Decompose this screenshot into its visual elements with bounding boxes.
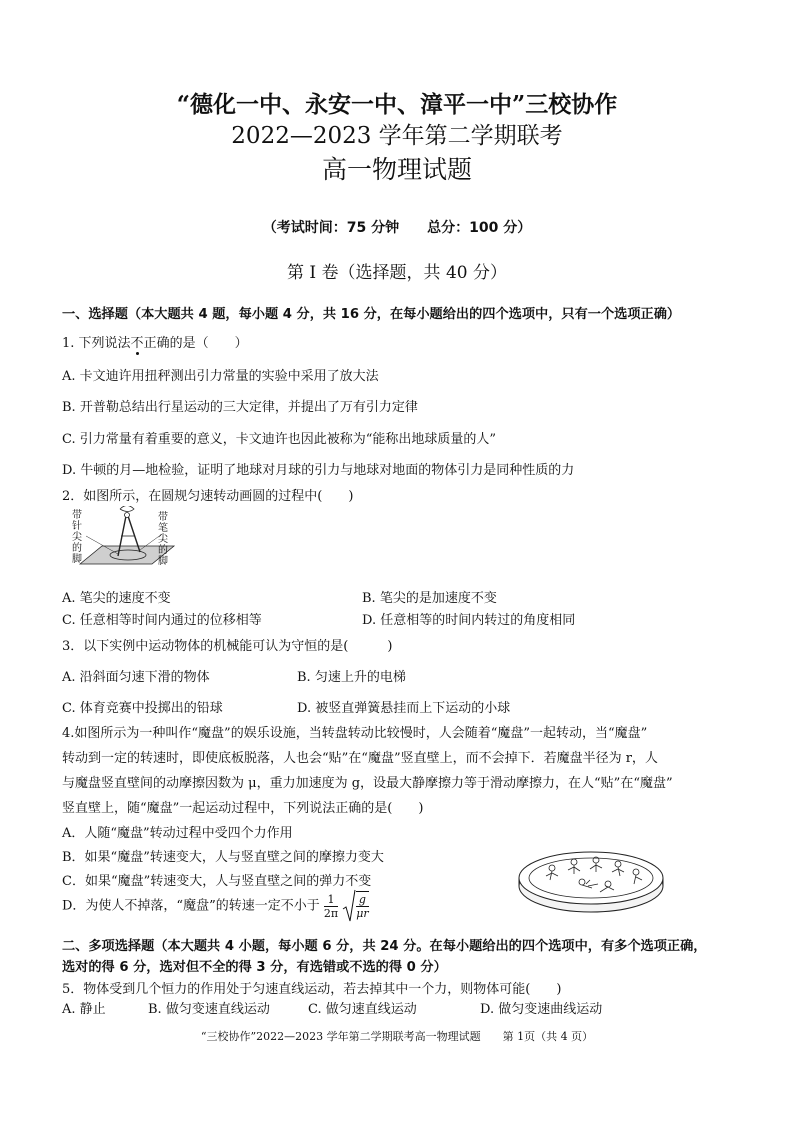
- exam-info: [0, 217, 794, 237]
- q5-stem: 5．物体受到几个恒力的作用处于匀速直线运动，若去掉其中一个力，则物体可能( ): [62, 982, 562, 997]
- term-title: 2022—2023 学年第二学期联考: [231, 123, 563, 149]
- q4-option-d: D．为使人不掉落，“魔盘”的转速一定不小于 $\frac{1}{2\pi}$ $\frac{g}{\mu r}$: [62, 886, 369, 926]
- q4-option-a: A．人随“魔盘”转动过程中受四个力作用: [62, 826, 293, 841]
- q3-option-a: A. 沿斜面匀速下滑的物体: [62, 670, 210, 685]
- formula-fraction: $\frac{1}{2\pi}$: [323, 892, 339, 920]
- q4-stem-line3: 与魔盘竖直壁间的动摩擦因数为 μ，重力加速度为 g，设最大静摩擦力等于滑动摩擦力，在人“贴”在“魔盘”: [62, 776, 673, 791]
- section2-heading-line2: 选对的得 6 分，选对但不全的得 3 分，有选错或不选的得 0 分）: [62, 960, 447, 975]
- subject-title: 高一物理试题: [321, 155, 472, 184]
- compass-figure: [62, 506, 182, 588]
- figure-label-pen: 带笔尖的脚: [158, 512, 168, 567]
- q2-stem: 2．如图所示，在圆规匀速转动画圆的过程中( ): [62, 489, 354, 504]
- formula-sqrt: $\frac{g}{\mu r}$: [342, 886, 368, 926]
- q1-option-d: D. 牛顿的月—地检验，证明了地球对月球的引力与地球对地面的物体引力是同种性质的力: [62, 463, 575, 478]
- figure-label-needle: 带针尖的脚: [72, 510, 82, 565]
- q2-option-c: C. 任意相等时间内通过的位移相等: [62, 613, 262, 628]
- q2-option-d: D. 任意相等的时间内转过的角度相同: [362, 613, 576, 628]
- q2-option-a: A. 笔尖的速度不变: [62, 591, 171, 606]
- exam-score: 总分：100 分）: [427, 220, 532, 236]
- q3-stem: 3．以下实例中运动物体的机械能可认为守恒的是( ): [62, 639, 393, 654]
- q4-stem-line2: 转动到一定的转速时，即使底板脱落，人也会“贴”在“魔盘”竖直壁上，而不会掉下．若魔盘半径为 r，人: [62, 751, 658, 766]
- volume-title: 第 I 卷（选择题，共 40 分）: [287, 263, 507, 283]
- q4-stem-line4: 竖直壁上，随“魔盘”一起运动过程中，下列说法正确的是( ): [62, 801, 424, 816]
- q5-option-a: A. 静止: [62, 1002, 106, 1017]
- sqrt-sign-icon: [342, 889, 356, 923]
- page-footer: “三校协作”2022—2023 学年第二学期联考高一物理试题 第 1页（共 4 页）: [200, 1030, 594, 1043]
- section1-heading: 一、选择题（本大题共 4 题，每小题 4 分，共 16 分，在每小题给出的四个选项中，只有一个选项正确）: [62, 307, 681, 322]
- q4-option-b: B．如果“魔盘”转速变大，人与竖直壁之间的摩擦力变大: [62, 850, 384, 865]
- q4-stem-line1: 4.如图所示为一种叫作“魔盘”的娱乐设施，当转盘转动比较慢时，人会随着“魔盘”一起转动，当“魔盘”: [62, 726, 648, 741]
- school-title: “德化一中、永安一中、漳平一中”三校协作: [176, 91, 618, 118]
- q1-option-b: B. 开普勒总结出行星运动的三大定律，并提出了万有引力定律: [62, 400, 418, 415]
- q1-option-a: A. 卡文迪许用扭秤测出引力常量的实验中采用了放大法: [62, 369, 379, 384]
- q5-option-c: C. 做匀速直线运动: [308, 1002, 417, 1017]
- q1-option-c: C. 引力常量有着重要的意义，卡文迪许也因此被称为“能称出地球质量的人”: [62, 432, 497, 447]
- q3-option-c: C. 体育竞赛中投掷出的铅球: [62, 701, 223, 716]
- q2-option-b: B. 笔尖的是加速度不变: [362, 591, 497, 606]
- q3-option-b: B. 匀速上升的电梯: [297, 670, 406, 685]
- q3-option-d: D. 被竖直弹簧悬挂而上下运动的小球: [297, 701, 511, 716]
- magic-disc-figure: [516, 838, 666, 920]
- emphasis-dot: 不: [130, 336, 144, 351]
- q4-option-c: C．如果“魔盘”转速变大，人与竖直壁之间的弹力不变: [62, 874, 372, 889]
- section2-heading-line1: 二、多项选择题（本大题共 4 小题，每小题 6 分，共 24 分。在每小题给出的四个选项中，有多个选项正确，: [62, 939, 707, 954]
- exam-time: （考试时间：75 分钟: [262, 220, 400, 236]
- q5-option-d: D. 做匀变速曲线运动: [480, 1002, 603, 1017]
- magic-disc-illustration: [516, 838, 666, 920]
- q5-option-b: B. 做匀变速直线运动: [148, 1002, 270, 1017]
- q1-stem: 1. 下列说法不正确的是（ ）: [62, 336, 248, 351]
